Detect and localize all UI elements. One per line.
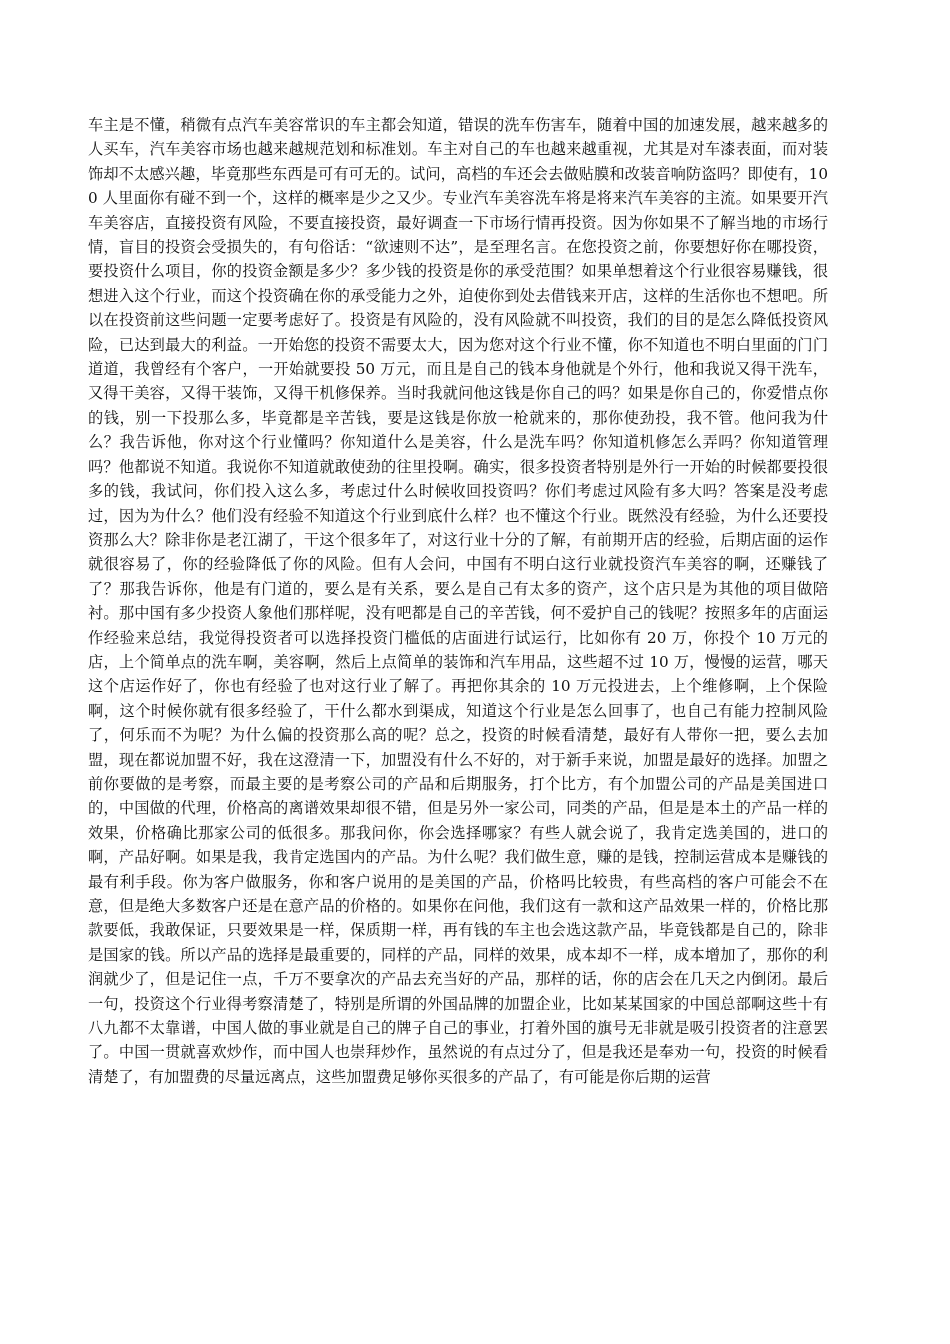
- body-paragraph: 车主是不懂，稍微有点汽车美容常识的车主都会知道，错误的洗车伤害车，随着中国的加速发展，越来越多的人买车，汽车美容市场也越来越规范划和标准划。车主对自己的车也越来越重视，尤其是对车漆表面，而对装饰却不太感兴趣，毕竟那些东西是可有可无的。试问，高档的车还会去做贴膜和改装音响防盗吗？即使有，100 人里面你有碰不到一个，这样的概率是少之又少。专业汽车美容洗车将是将来汽车美容的主流。如果要开汽车美容店，直接投资有风险，不要直接投资，最好调查一下市场行情再投资。因为你如果不了解当地的市场行情，盲目的投资会受损失的，有句俗话：“欲速则不达”，是至理名言。在您投资之前，你要想好你在哪投资，要投资什么项目，你的投资金额是多少？多少钱的投资是你的承受范围？如果单想着这个行业很容易赚钱，很想进入这个行业，而这个投资确在你的承受能力之外，迫使你到处去借钱来开店，这样的生活你也不想吧。所以在投资前这些问题一定要考虑好了。投资是有风险的，没有风险就不叫投资，我们的目的是怎么降低投资风险，已达到最大的利益。一开始您的投资不需要太大，因为您对这个行业不懂，你不知道也不明白里面的门门道道，我曾经有个客户，一开始就要投 50 万元，而且是自己的钱本身他就是个外行，他和我说又得干洗车，又得干美容，又得干装饰，又得干机修保养。当时我就问他这钱是你自己的吗？如果是你自己的，你爱惜点你的钱，别一下投那么多，毕竟都是辛苦钱，要是这钱是你放一枪就来的，那你使劲投，我不管。他问我为什么？我告诉他，你对这个行业懂吗？你知道什么是美容，什么是洗车吗？你知道机修怎么弄吗？你知道管理吗？他都说不知道。我说你不知道就敢使劲的往里投啊。确实，很多投资者特别是外行一开始的时候都要投很多的钱，我试问，你们投入这么多，考虑过什么时候收回投资吗？你们考虑过风险有多大吗？答案是没考虑过，因为为什么？他们没有经验不知道这个行业到底什么样？也不懂这个行业。既然没有经验，为什么还要投资那么大？除非你是老江湖了，干这个很多年了，对这行业十分的了解，有前期开店的经验，后期店面的运作就很容易了，你的经验降低了你的风险。但有人会问，中国有不明白这行业就投资汽车美容的啊，还赚钱了了？那我告诉你，他是有门道的，要么是有关系，要么是自己有太多的资产，这个店只是为其他的项目做陪衬。那中国有多少投资人象他们那样呢，没有吧都是自己的辛苦钱，何不爱护自己的钱呢？按照多年的店面运作经验来总结，我觉得投资者可以选择投资门槛低的店面进行试运行，比如你有 20 万，你投个 10 万元的店，上个简单点的洗车啊，美容啊，然后上点简单的装饰和汽车用品，这些超不过 10 万，慢慢的运营，哪天这个店运作好了，你也有经验了也对这行业了解了。再把你其余的 10 万元投进去，上个维修啊，上个保险啊，这个时候你就有很多经验了，干什么都水到渠成，知道这个行业是怎么回事了，也自己有能力控制风险了，何乐而不为呢？为什么偏的投资那么高的呢？总之，投资的时候看清楚，最好有人带你一把，要么去加盟，现在都说加盟不好，我在这澄清一下，加盟没有什么不好的，对于新手来说，加盟是最好的选择。加盟之前你要做的是考察，而最主要的是考察公司的产品和后期服务，打个比方，有个加盟公司的产品是美国进口的，中国做的代理，价格高的离谱效果却很不错，但是另外一家公司，同类的产品，但是是本土的产品一样的效果，价格确比那家公司的低很多。那我问你，你会选择哪家？有些人就会说了，我肯定选美国的，进口的啊，产品好啊。如果是我，我肯定选国内的产品。为什么呢？我们做生意，赚的是钱，控制运营成本是赚钱的最有利手段。你为客户做服务，你和客户说用的是美国的产品，价格吗比较贵，有些高档的客户可能会不在意，但是绝大多数客户还是在意产品的价格的。如果你在问他，我们这有一款和这产品效果一样的，价格比那款要低，我敢保证，只要效果是一样，保质期一样，再有钱的车主也会选这款产品，毕竟钱都是自己的，除非是国家的钱。所以产品的选择是最重要的，同样的产品，同样的效果，成本却不一样，成本增加了，那你的利润就少了，但是记住一点，千万不要拿次的产品去充当好的产品，那样的话，你的店会在几天之内倒闭。最后一句，投资这个行业得考察清楚了，特别是所谓的外国品牌的加盟企业，比如某某国家的中国总部啊这些十有八九都不太靠谱，中国人做的事业就是自己的牌子自己的事业，打着外国的旗号无非就是吸引投资者的注意罢了。中国一贯就喜欢炒作，而中国人也崇拜炒作，虽然说的有点过分了，但是我还是奉劝一句，投资的时候看清楚了，有加盟费的尽量远离点，这些加盟费足够你买很多的产品了，有可能是你后期的运营: [88, 116, 828, 1086]
